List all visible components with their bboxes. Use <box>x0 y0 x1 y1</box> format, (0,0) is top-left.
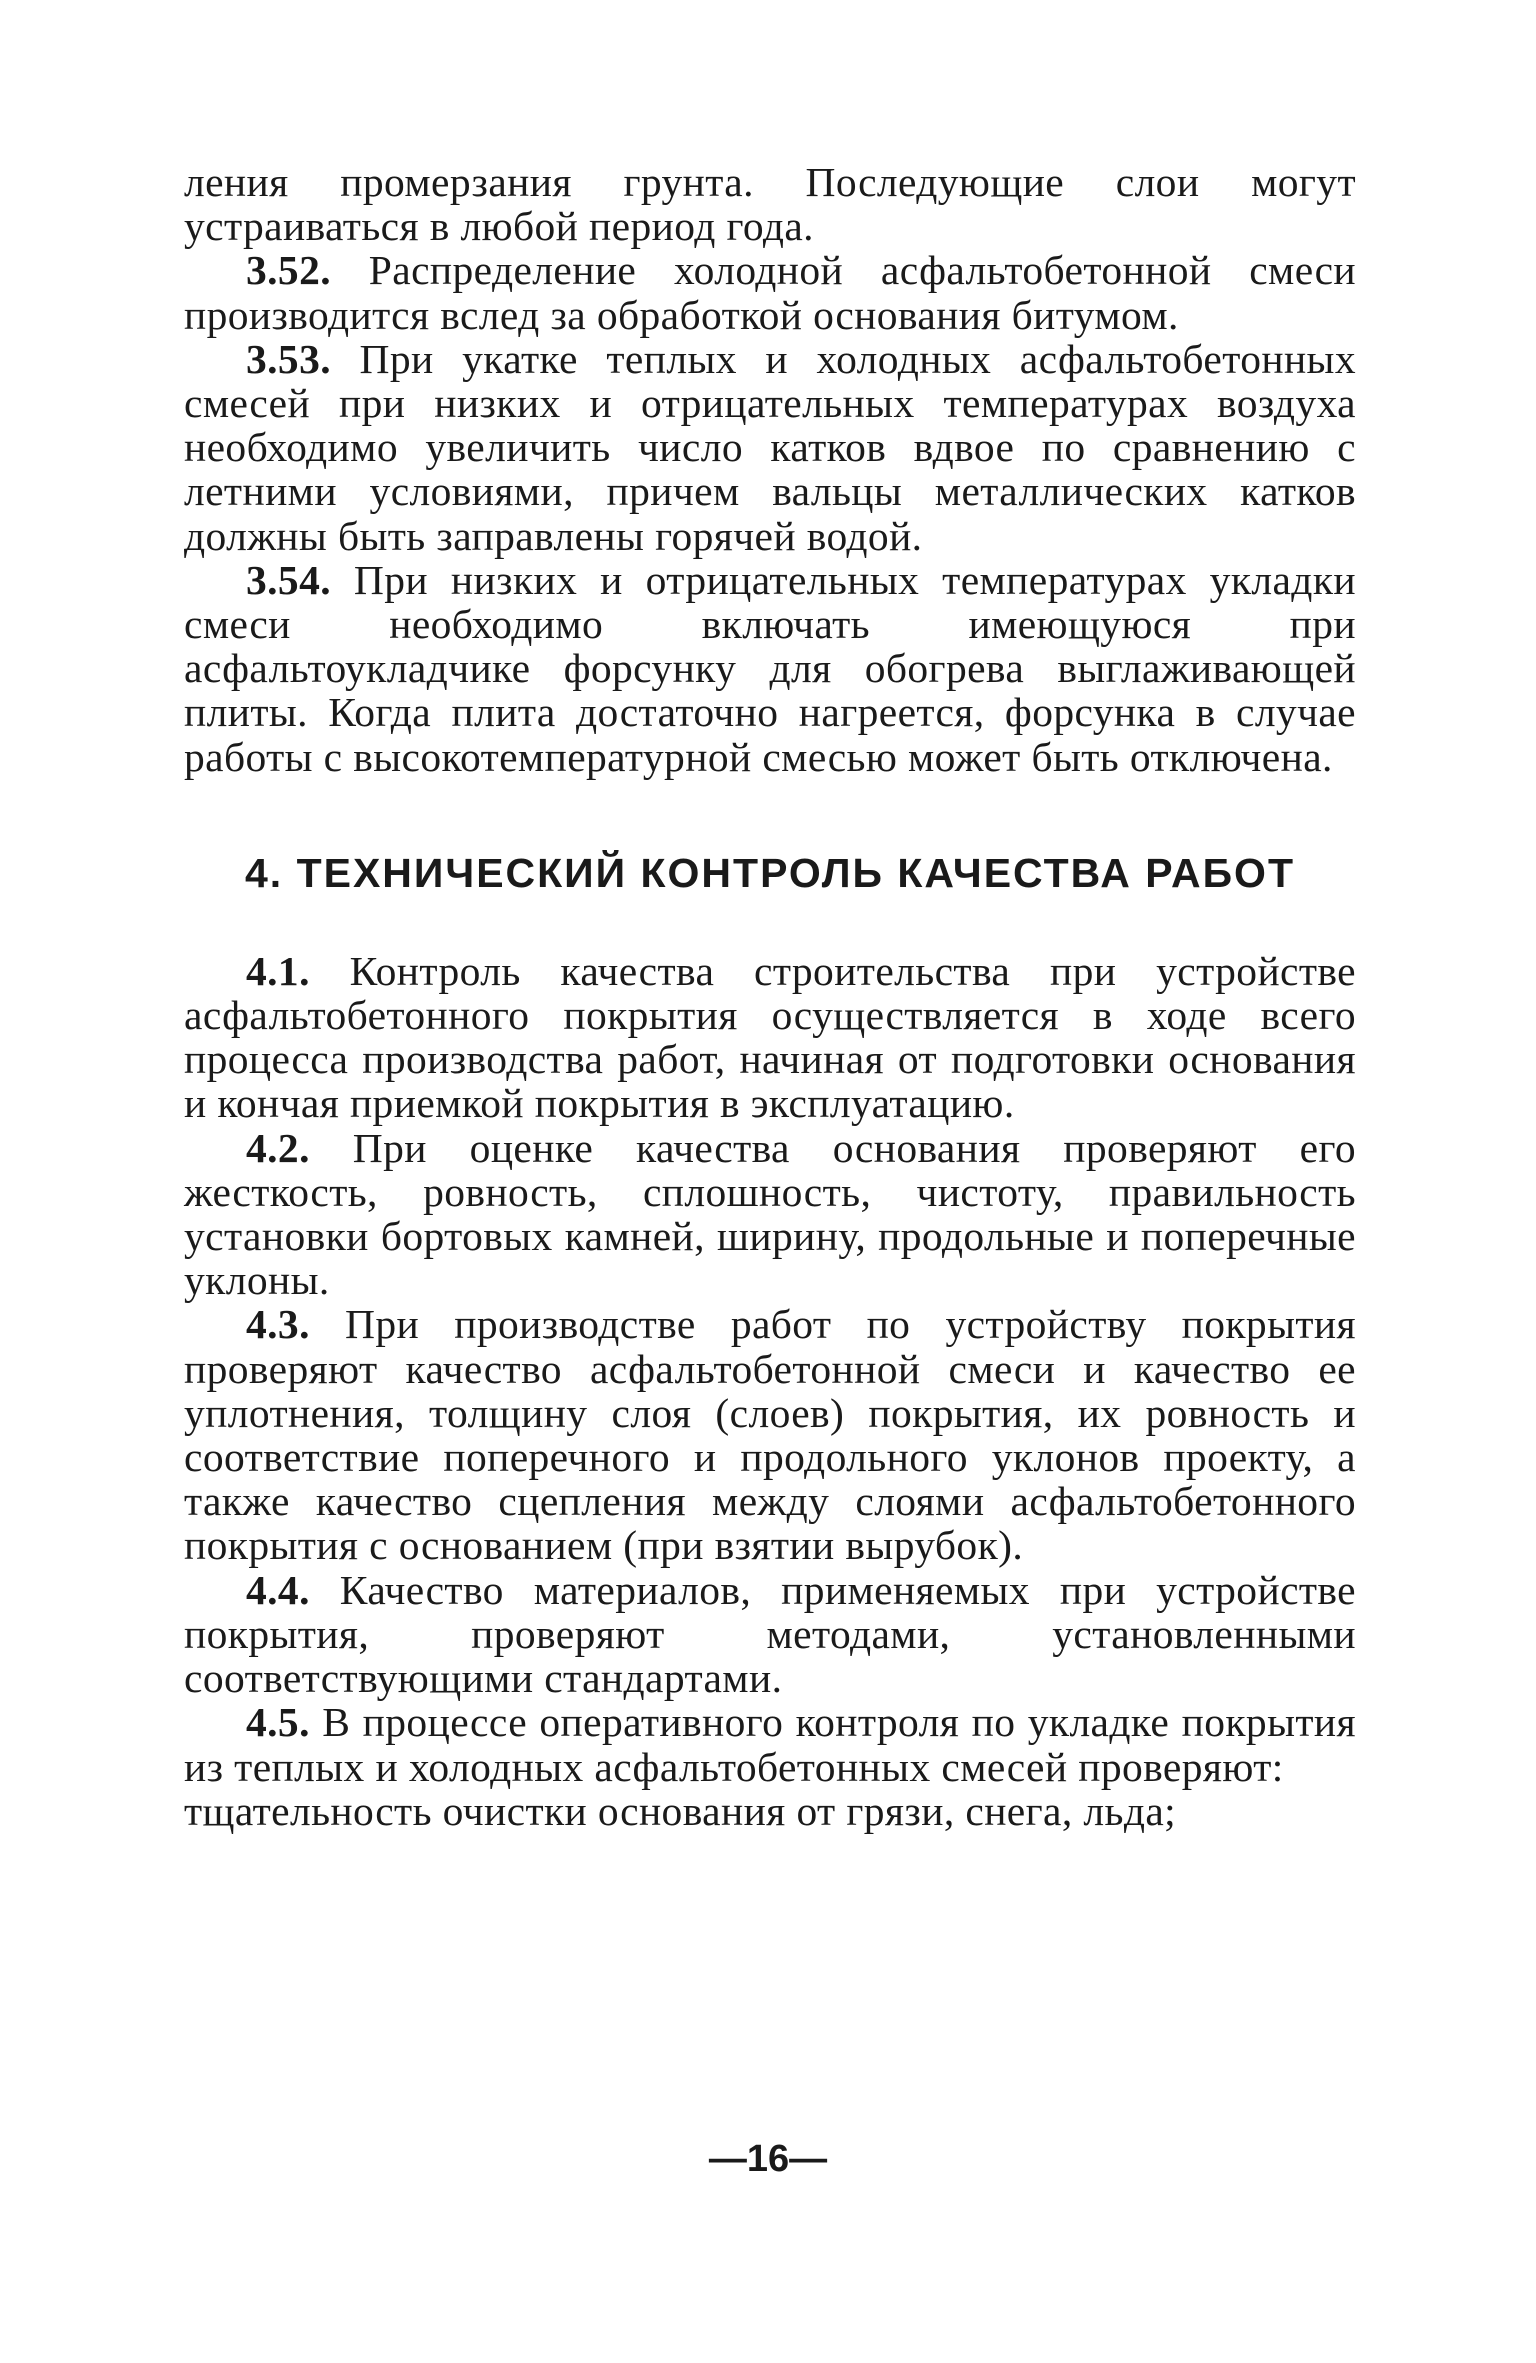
page-number: —16— <box>708 2138 828 2180</box>
paragraph-4-2 <box>184 1126 1356 1303</box>
paragraph-3-52 <box>184 248 1356 336</box>
clause-text: Контроль качества строительства при устройстве асфальтобетонного покрытия осуществляется в ходе всего процесса производства работ, начиная от подготовки основания и кончая приемкой покрытия в эксплуатацию. <box>184 947 1356 1127</box>
paragraph-3-54 <box>184 558 1356 779</box>
clause-text: Распределение холодной асфальтобетонной смеси производится вслед за обработкой основания битумом. <box>184 247 1356 338</box>
clause-number: 4.2. <box>246 1124 310 1171</box>
clause-text: При укатке теплых и холодных асфальтобетонных смесей при низких и отрицательных температурах воздуха необходимо увеличить число катков вдвое по сравнению с летними условиями, причем вальцы металлических катков должны быть заправлены горячей водой. <box>184 335 1356 559</box>
clause-text: При оценке качества основания проверяют его жесткость, ровность, сплошность, чистоту, правильность установки бортовых камней, ширину, продольные и поперечные уклоны. <box>184 1124 1356 1304</box>
paragraph-4-1 <box>184 949 1356 1126</box>
list-item-cleaning: тщательность очистки основания от грязи, снега, льда; <box>184 1787 1177 1834</box>
paragraph-4-3 <box>184 1302 1356 1567</box>
clause-text: При производстве работ по устройству покрытия проверяют качество асфальтобетонной смеси и качество ее уплотнения, толщину слоя (слоев) покрытия, их ровность и соответствие поперечного и продольного уклонов проекту, а также качество сцепления между слоями асфальтобетонного покрытия с основанием (при взятии вырубок). <box>184 1301 1356 1569</box>
clause-number: 3.54. <box>246 556 331 603</box>
clause-number: 4.3. <box>246 1301 310 1348</box>
paragraph-4-4 <box>184 1568 1356 1701</box>
paragraph-continuation: ления промерзания грунта. Последующие слои могут устраиваться в любой период года. <box>184 159 1356 250</box>
paragraph-3-53 <box>184 337 1356 558</box>
clause-number: 4.4. <box>246 1566 310 1613</box>
clause-number: 4.1. <box>246 947 310 994</box>
clause-number: 3.53. <box>246 335 331 382</box>
section-heading: 4. ТЕХНИЧЕСКИЙ КОНТРОЛЬ КАЧЕСТВА РАБОТ <box>244 849 1295 896</box>
paragraph-4-5 <box>184 1700 1356 1788</box>
clause-number: 4.5. <box>246 1699 310 1746</box>
clause-number: 3.52. <box>246 247 331 294</box>
clause-text: При низких и отрицательных температурах укладки смеси необходимо включать имеющуюся при асфальтоукладчике форсунку для обогрева выглаживающей плиты. Когда плита достаточно нагреется, форсунка в случае работы с высокотемпературной смесью может быть отключена. <box>184 556 1356 780</box>
page-body <box>184 160 1356 1833</box>
clause-text: Качество материалов, применяемых при устройстве покрытия, проверяют методами, установленными соответствующими стандартами. <box>184 1566 1356 1702</box>
clause-text: В процессе оперативного контроля по укладке покрытия из теплых и холодных асфальтобетонных смесей проверяют: <box>184 1699 1356 1790</box>
